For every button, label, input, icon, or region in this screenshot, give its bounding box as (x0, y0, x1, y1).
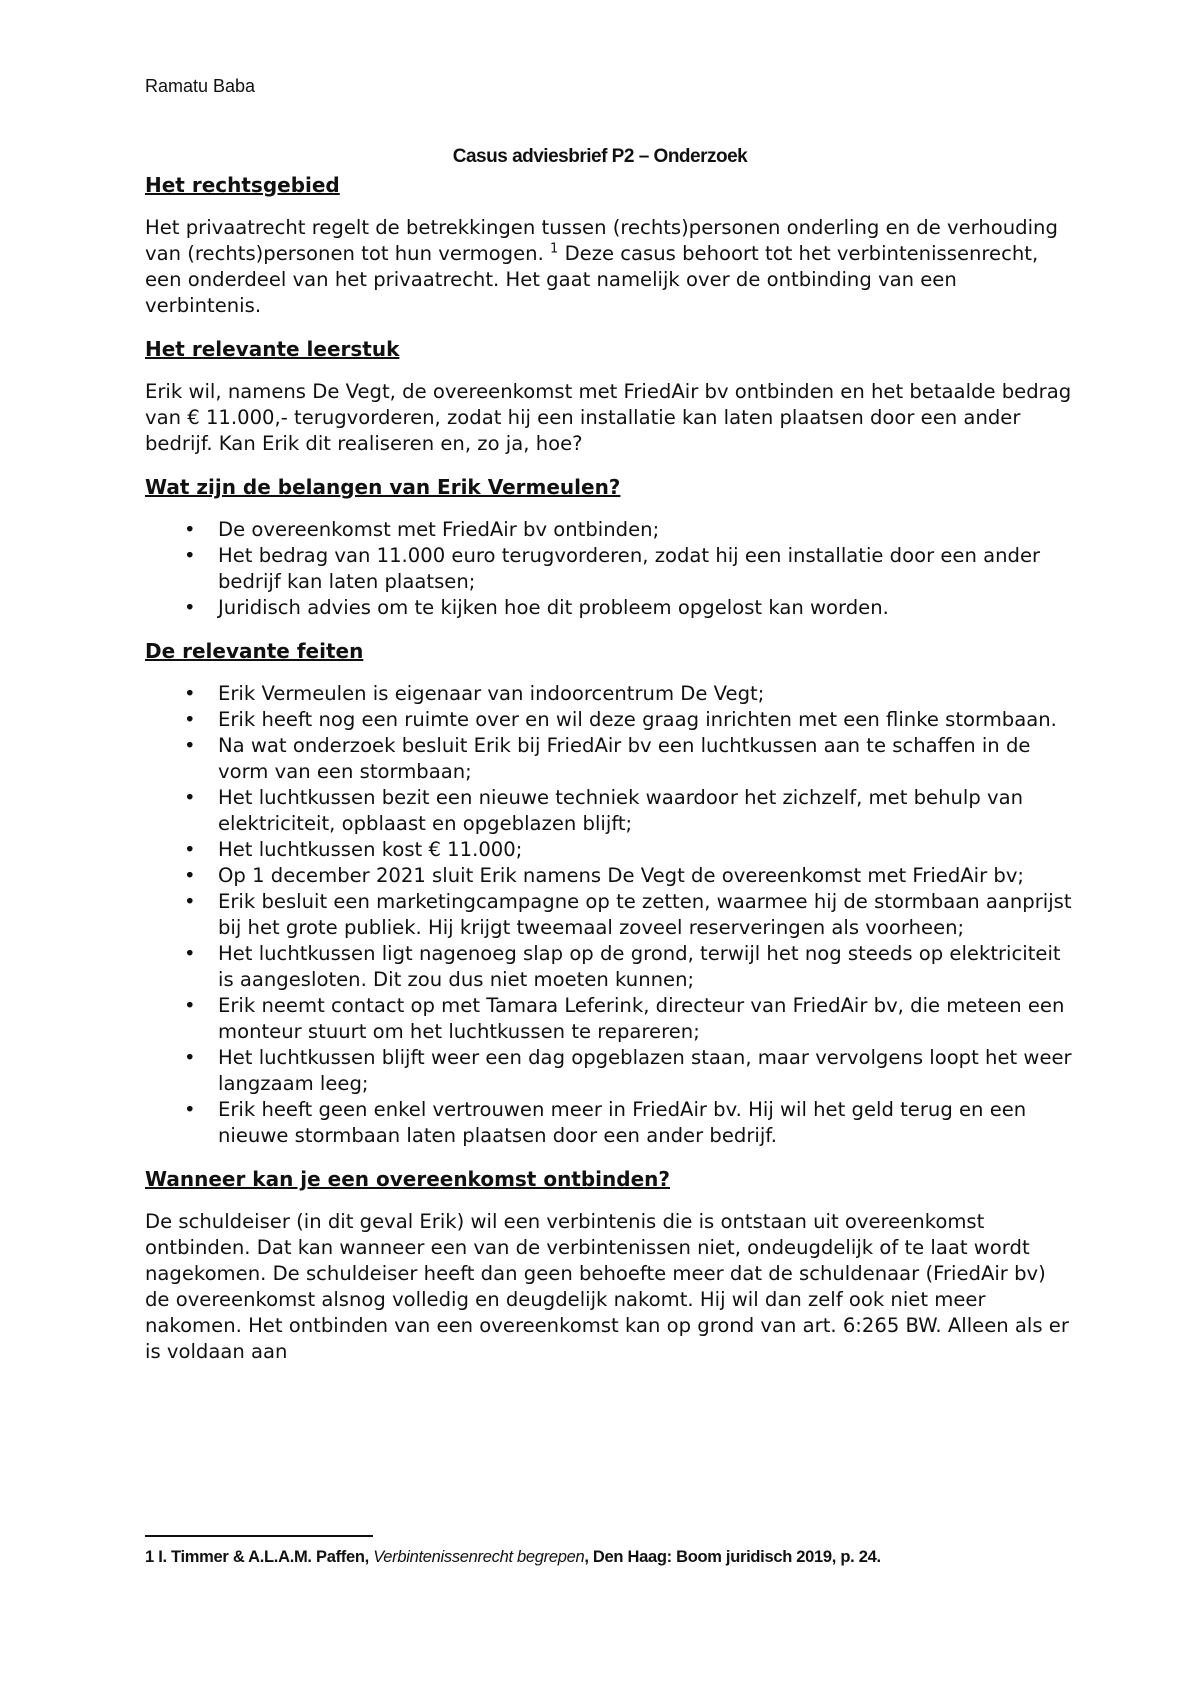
page-title: Casus adviesbrief P2 – Onderzoek (452, 146, 748, 167)
paragraph-text: Deze casus behoort tot het verbintenissenrecht, een onderdeel van het privaatrecht. Het gaat namelijk over de ontbinding van een verbintenis. (145, 242, 1039, 317)
list-item: • Het bedrag van 11.000 euro terugvorderen, zodat hij een installatie door een ander bedrijf kan laten plaatsen; (145, 543, 1075, 595)
list-item: • Juridisch advies om te kijken hoe dit probleem opgelost kan worden. (145, 595, 1075, 621)
list-item: • Na wat onderzoek besluit Erik bij FriedAir bv een luchtkussen aan te schaffen in de vorm van een stormbaan; (145, 733, 1075, 785)
list-item: • Op 1 december 2021 sluit Erik namens De Vegt de overeenkomst met FriedAir bv; (145, 863, 1075, 889)
list-item: • Het luchtkussen blijft weer een dag opgeblazen staan, maar vervolgens loopt het weer langzaam leeg; (145, 1045, 1075, 1097)
author-name: Ramatu Baba (145, 76, 256, 96)
bullet-list (145, 517, 1075, 621)
footnote-publication: , Den Haag: Boom juridisch 2019, p. 24. (584, 1548, 881, 1566)
document-body (145, 172, 1075, 1382)
section-heading: De relevante feiten (145, 639, 364, 663)
list-item: • Erik Vermeulen is eigenaar van indoorcentrum De Vegt; (145, 681, 1075, 707)
section-paragraph: De schuldeiser (in dit geval Erik) wil een verbintenis die is ontstaan uit overeenkomst ontbinden. Dat kan wanneer een van de verbintenissen niet, ondeugdelijk of te laat wordt nagekomen. De schuldeiser heeft dan geen behoefte meer dat de schuldenaar (FriedAir bv) de overeenkomst alsnog volledig en deugdelijk nakomt. Hij wil dan zelf ook niet meer nakomen. Het ontbinden van een overeenkomst kan op grond van art. 6:265 BW. Alleen als er is voldaan aan (145, 1210, 1069, 1363)
section-paragraph (145, 215, 1075, 319)
list-item: • Erik besluit een marketingcampagne op te zetten, waarmee hij de stormbaan aanprijst bij het grote publiek. Hij krijgt tweemaal zoveel reserveringen als voorheen; (145, 889, 1075, 941)
section-leerstuk (145, 336, 1075, 457)
list-item: • Het luchtkussen kost € 11.000; (145, 837, 1075, 863)
section-rechtsgebied (145, 172, 1075, 319)
paragraph-text: Het privaatrecht regelt de betrekkingen tussen (rechts)personen onderling en de verhouding van (rechts)personen tot hun vermogen. (145, 216, 1058, 265)
section-heading: Het rechtsgebied (145, 173, 340, 197)
list-item: • Het luchtkussen bezit een nieuwe techniek waardoor het zichzelf, met behulp van elektriciteit, opblaast en opgeblazen blijft; (145, 785, 1075, 837)
list-item: • De overeenkomst met FriedAir bv ontbinden; (145, 517, 1075, 543)
footnote-authors: I. Timmer & A.L.A.M. Paffen, (158, 1548, 369, 1566)
footnote-work-title: Verbintenissenrecht begrepen (373, 1548, 585, 1566)
footnote (145, 1548, 881, 1567)
footnote-number: 1 (145, 1548, 154, 1566)
footnote-reference[interactable]: 1 (550, 241, 559, 257)
footnote-divider (145, 1535, 373, 1537)
list-item: • Erik heeft geen enkel vertrouwen meer in FriedAir bv. Hij wil het geld terug en een nieuwe stormbaan laten plaatsen door een ander bedrijf. (145, 1097, 1075, 1149)
section-heading: Wanneer kan je een overeenkomst ontbinden? (145, 1167, 670, 1191)
list-item: • Erik heeft nog een ruimte over en wil deze graag inrichten met een flinke stormbaan. (145, 707, 1075, 733)
section-belangen (145, 474, 1075, 621)
section-feiten (145, 638, 1075, 1149)
list-item: • Erik neemt contact op met Tamara Leferink, directeur van FriedAir bv, die meteen een monteur stuurt om het luchtkussen te repareren; (145, 993, 1075, 1045)
section-heading: Het relevante leerstuk (145, 337, 400, 361)
section-paragraph: Erik wil, namens De Vegt, de overeenkomst met FriedAir bv ontbinden en het betaalde bedrag van € 11.000,- terugvorderen, zodat hij een installatie kan laten plaatsen door een ander bedrijf. Kan Erik dit realiseren en, zo ja, hoe? (145, 380, 1072, 455)
section-heading: Wat zijn de belangen van Erik Vermeulen? (145, 475, 621, 499)
section-ontbinden (145, 1166, 1075, 1365)
list-item: • Het luchtkussen ligt nagenoeg slap op de grond, terwijl het nog steeds op elektriciteit is aangesloten. Dit zou dus niet moeten kunnen; (145, 941, 1075, 993)
bullet-list (145, 681, 1075, 1149)
